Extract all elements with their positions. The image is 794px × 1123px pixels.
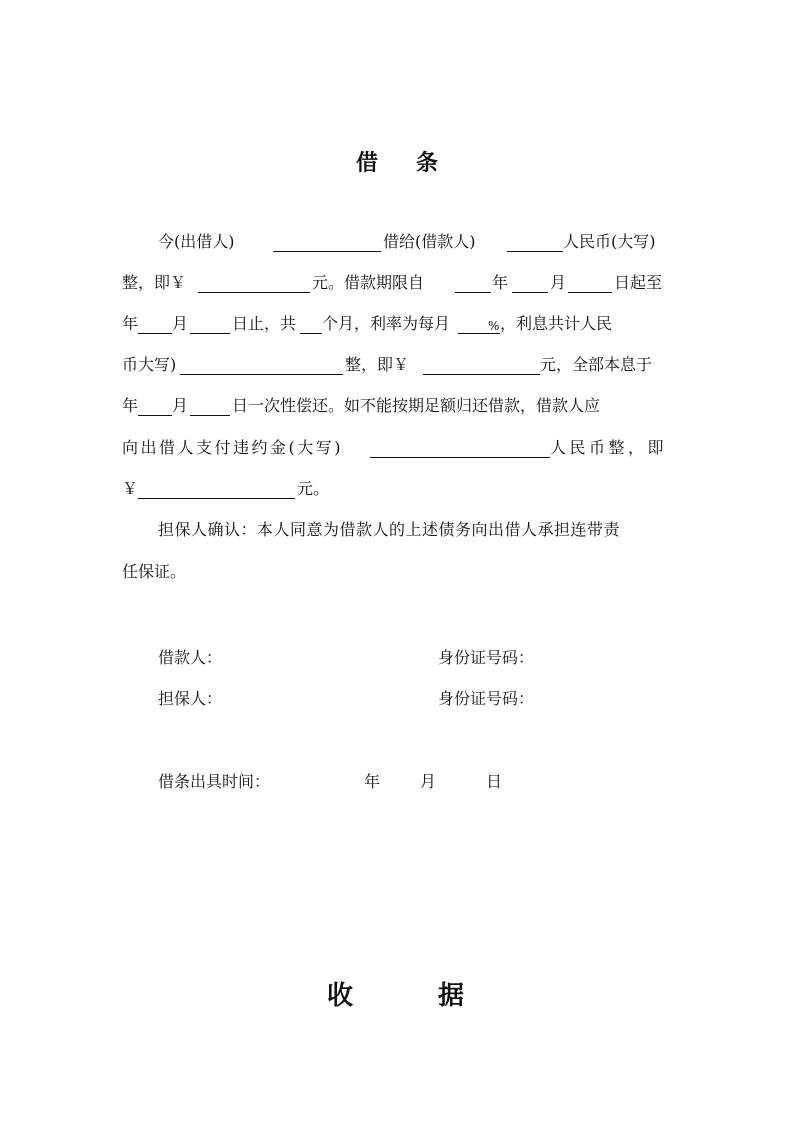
guarantor-label: 担保人：	[158, 689, 223, 708]
text: 元。借款期限自	[312, 273, 425, 292]
guarantor-id-label: 身份证号码：	[438, 689, 535, 708]
text: 人民币(大写)	[563, 232, 656, 251]
guarantee-text: 担保人确认：本人同意为借款人的上述债务向出借人承担连带责	[158, 520, 621, 539]
end-month-blank[interactable]	[190, 333, 230, 334]
text: 个月，利率为每月	[322, 314, 451, 333]
amount-blank[interactable]	[198, 292, 310, 293]
loan-note-title-char2: 条	[416, 150, 439, 176]
text: 人民币整，即	[550, 438, 668, 457]
lender-name-blank[interactable]	[273, 251, 381, 252]
borrower-id-label: 身份证号码：	[438, 648, 535, 667]
start-month-blank[interactable]	[512, 292, 548, 293]
text: 整，即￥	[122, 273, 187, 292]
penalty-amount-blank[interactable]	[138, 498, 295, 499]
text: 年	[122, 314, 139, 333]
repay-month-blank[interactable]	[138, 415, 172, 416]
text: 日起至	[614, 273, 663, 292]
loan-note-title-char1: 借	[356, 150, 379, 176]
interest-amount-blank[interactable]	[423, 374, 540, 375]
percent-sign: %	[488, 319, 500, 333]
penalty-words-blank[interactable]	[370, 457, 550, 458]
text: ，利息共计人民	[500, 314, 613, 333]
end-year-blank[interactable]	[138, 333, 172, 334]
repay-day-blank[interactable]	[190, 415, 230, 416]
guarantee-text: 任保证。	[122, 562, 187, 581]
interest-words-blank[interactable]	[180, 374, 343, 375]
receipt-title-char2: 据	[438, 981, 465, 1011]
text: 元。	[297, 479, 330, 498]
text: 月	[172, 396, 189, 415]
text: 月	[550, 273, 567, 292]
text: 日止，共	[232, 314, 297, 333]
text: 向出借人支付违约金(大写)	[122, 438, 343, 457]
text: 日一次性偿还。如不能按期足额归还借款，借款人应	[232, 396, 601, 415]
issue-date-label: 借条出具时间：	[158, 772, 271, 791]
receipt-title-char1: 收	[327, 981, 354, 1011]
text: 元，全部本息于	[540, 355, 653, 374]
text: 年	[492, 273, 509, 292]
text: 今(出借人)	[158, 232, 235, 251]
text: 借给(借款人)	[383, 232, 476, 251]
text: 整，即￥	[345, 355, 410, 374]
borrower-label: 借款人：	[158, 648, 223, 667]
start-year-blank[interactable]	[455, 292, 491, 293]
issue-month: 月	[420, 772, 437, 791]
text: 币大写)	[122, 355, 177, 374]
text: 年	[122, 396, 139, 415]
issue-year: 年	[364, 772, 381, 791]
start-day-blank[interactable]	[568, 292, 612, 293]
text: ￥	[122, 479, 139, 498]
borrower-name-blank[interactable]	[507, 251, 563, 252]
issue-day: 日	[486, 772, 503, 791]
text: 月	[172, 314, 189, 333]
months-blank[interactable]	[300, 333, 322, 334]
